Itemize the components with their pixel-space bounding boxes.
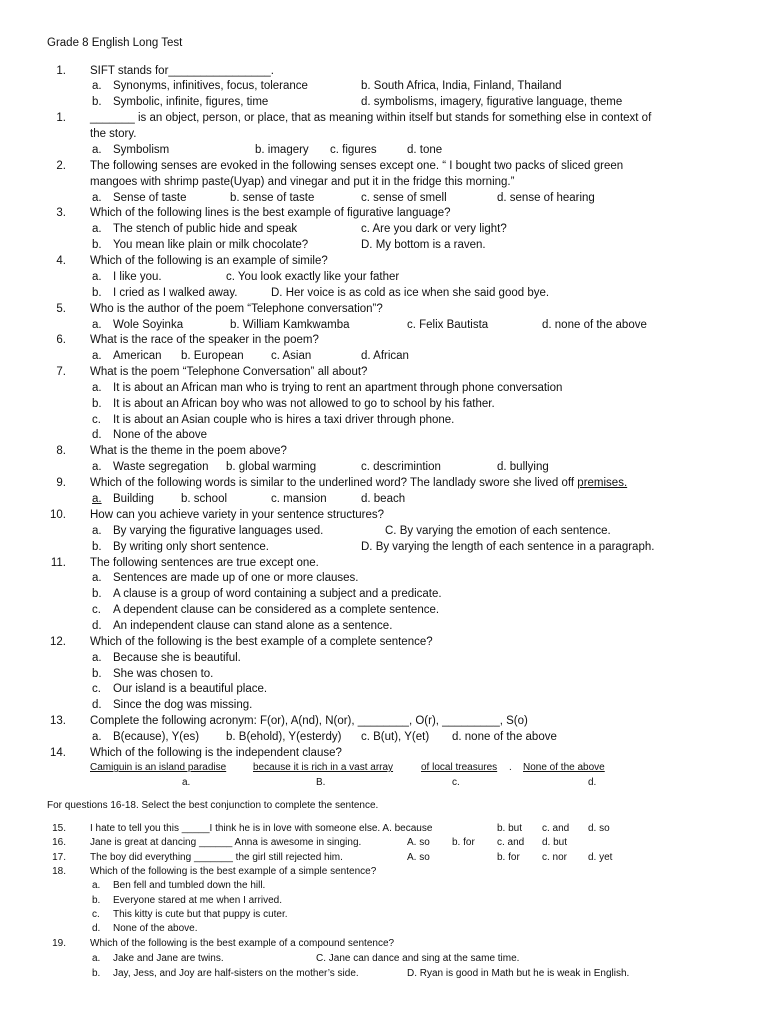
- option-b: b. B(ehold), Y(esterdy): [226, 731, 342, 743]
- question-number: 1.: [56, 112, 66, 124]
- option-a: Because she is beautiful.: [113, 652, 241, 664]
- option-d: Since the dog was missing.: [113, 699, 253, 711]
- option-d: An independent clause can stand alone as a sentence.: [113, 620, 393, 632]
- option-d: D. My bottom is a raven.: [361, 239, 486, 251]
- option-a: Jake and Jane are twins.: [113, 953, 224, 964]
- option-c: c. mansion: [271, 493, 327, 505]
- option-letter: a.: [92, 652, 102, 664]
- option-c: c. Are you dark or very light?: [361, 223, 507, 235]
- question-number: 6.: [56, 334, 66, 346]
- question-text: Which of the following is the best example of a complete sentence?: [90, 636, 433, 648]
- option-c: c. figures: [330, 144, 377, 156]
- option-letter: b.: [92, 398, 102, 410]
- question-text: Jane is great at dancing ______ Anna is awesome in singing.: [90, 837, 362, 848]
- option-c: c. B(ut), Y(et): [361, 731, 430, 743]
- option-a: I like you.: [113, 271, 162, 283]
- option-c: It is about an Asian couple who is hires a taxi driver through phone.: [113, 414, 455, 426]
- question-text: Which of the following is an example of simile?: [90, 255, 328, 267]
- option-c: C. By varying the emotion of each sentence.: [385, 525, 611, 537]
- clause-option-a: Camiguin is an island paradise: [90, 762, 227, 773]
- question-text: Who is the author of the poem “Telephone conversation”?: [90, 303, 383, 315]
- question-number: 12.: [50, 636, 66, 648]
- option-c: Symbolic, infinite, figures, time: [113, 96, 269, 108]
- option-d: D. Ryan is good in Math but he is weak in English.: [407, 968, 630, 979]
- question-text: What is the theme in the poem above?: [90, 445, 287, 457]
- question-text: Which of the following is the best example of a compound sentence?: [90, 938, 395, 949]
- option-c: A dependent clause can be considered as a complete sentence.: [113, 604, 440, 616]
- question-number: 16.: [52, 837, 66, 848]
- question-text: Which of the following is the best example of a simple sentence?: [90, 866, 377, 877]
- option-letter: d.: [588, 777, 597, 788]
- option-a: American: [113, 350, 162, 362]
- option-a: Sense of taste: [113, 192, 187, 204]
- option-letter: a.: [92, 271, 102, 283]
- question-text: The boy did everything _______ the girl still rejected him.: [90, 852, 343, 863]
- option-letter: a.: [92, 382, 102, 394]
- question-text: What is the race of the speaker in the poem?: [90, 334, 319, 346]
- question-number: 13.: [50, 715, 66, 727]
- option-letter: a.: [92, 80, 102, 92]
- question-text-continued: the story.: [90, 128, 137, 140]
- option-letter: a.: [92, 572, 102, 584]
- question-text: How can you achieve variety in your sentence structures?: [90, 509, 385, 521]
- question-number: 18.: [52, 866, 66, 877]
- question-text: The following sentences are true except one.: [90, 557, 319, 569]
- option-b: b. global warming: [226, 461, 317, 473]
- option-a: Sentences are made up of one or more clauses.: [113, 572, 359, 584]
- option-letter: b.: [92, 541, 102, 553]
- option-b: By writing only short sentence.: [113, 541, 269, 553]
- option-a: A. so: [407, 852, 430, 863]
- option-c: c. and: [497, 837, 525, 848]
- option-c: c. descrimintion: [361, 461, 441, 473]
- option-letter: c.: [92, 683, 101, 695]
- option-d: d. sense of hearing: [497, 192, 595, 204]
- option-a: It is about an African man who is trying to rent an apartment through phone conversation: [113, 382, 563, 394]
- option-d: d. none of the above: [452, 731, 557, 743]
- option-b: b. for: [497, 852, 520, 863]
- question-text: I hate to tell you this _____I think he is in love with someone else. A. because: [90, 823, 433, 834]
- question-number: 15.: [52, 823, 66, 834]
- clause-option-d: None of the above: [523, 762, 605, 773]
- option-a: A. so: [407, 837, 430, 848]
- option-letter: a.: [92, 461, 102, 473]
- option-letter: a.: [92, 319, 102, 331]
- option-d: d. tone: [407, 144, 443, 156]
- question-number: 9.: [56, 477, 66, 489]
- option-b: It is about an African boy who was not allowed to go to school by his father.: [113, 398, 495, 410]
- option-b: b. William Kamkwamba: [230, 319, 350, 331]
- option-d: None of the above: [113, 429, 207, 441]
- option-letter: c.: [92, 909, 100, 920]
- question-text: Complete the following acronym: F(or), A(nd), N(or), ________, O(r), _________, S(o): [90, 715, 528, 727]
- option-c: Our island is a beautiful place.: [113, 683, 268, 695]
- question-text: Which of the following lines is the best example of figurative language?: [90, 207, 451, 219]
- option-letter: a.: [92, 350, 102, 362]
- option-d: None of the above.: [113, 923, 198, 934]
- option-c: c. You look exactly like your father: [226, 271, 400, 283]
- option-letter: b.: [92, 239, 102, 251]
- question-text: What is the poem “Telephone Conversation” all about?: [90, 366, 368, 378]
- option-b: You mean like plain or milk chocolate?: [113, 239, 309, 251]
- option-letter: b.: [92, 588, 102, 600]
- option-d: d. African: [361, 350, 409, 362]
- option-letter: b.: [92, 287, 102, 299]
- sentence-period: .: [509, 762, 512, 773]
- option-b: b. school: [181, 493, 228, 505]
- question-number: 5.: [56, 303, 66, 315]
- option-letter: d.: [92, 429, 102, 441]
- option-d: D. By varying the length of each sentence in a paragraph.: [361, 541, 655, 553]
- option-a: Ben fell and tumbled down the hill.: [113, 880, 266, 891]
- option-letter: a.: [92, 525, 102, 537]
- option-d: d. so: [588, 823, 610, 834]
- option-b: I cried as I walked away.: [113, 287, 238, 299]
- option-letter: a.: [92, 192, 102, 204]
- option-b: b. European: [181, 350, 244, 362]
- option-d: d. but: [542, 837, 568, 848]
- option-letter: d.: [92, 699, 102, 711]
- option-a: Waste segregation: [113, 461, 209, 473]
- question-number: 7.: [56, 366, 66, 378]
- question-number: 2.: [56, 160, 66, 172]
- question-text-continued: mangoes with shrimp paste(Uyap) and vinegar and put it in the fridge this morning.”: [90, 176, 515, 188]
- question-number: 3.: [56, 207, 66, 219]
- option-b: A clause is a group of word containing a subject and a predicate.: [113, 588, 442, 600]
- option-b: Jay, Jess, and Joy are half-sisters on the mother’s side.: [113, 968, 359, 979]
- option-a: Symbolism: [113, 144, 170, 156]
- section-instructions: For questions 16-18. Select the best conjunction to complete the sentence.: [47, 800, 379, 811]
- option-b: b. South Africa, India, Finland, Thailand: [361, 80, 562, 92]
- option-b: b. imagery: [255, 144, 309, 156]
- option-letter: a.: [92, 953, 101, 964]
- underlined-word: premises.: [577, 477, 628, 489]
- option-c: c. and: [542, 823, 570, 834]
- option-letter: c.: [92, 414, 101, 426]
- option-d: d. none of the above: [542, 319, 647, 331]
- option-letter: b.: [92, 96, 102, 108]
- option-letter: d.: [92, 923, 101, 934]
- option-b: b. but: [497, 823, 523, 834]
- question-text: SIFT stands for________________.: [90, 65, 274, 77]
- option-d: d. yet: [588, 852, 613, 863]
- option-b: b. sense of taste: [230, 192, 315, 204]
- question-number: 4.: [56, 255, 66, 267]
- option-letter: c.: [92, 604, 101, 616]
- option-letter: B.: [316, 777, 326, 788]
- option-letter: b.: [92, 968, 101, 979]
- question-text: Which of the following is the independent clause?: [90, 747, 342, 759]
- option-letter: a.: [92, 731, 102, 743]
- option-c: c. Asian: [271, 350, 312, 362]
- question-number: 1.: [56, 65, 66, 77]
- question-number: 10.: [50, 509, 66, 521]
- option-letter: b.: [92, 668, 102, 680]
- page-title: Grade 8 English Long Test: [47, 37, 183, 49]
- clause-option-b: because it is rich in a vast array: [253, 762, 394, 773]
- option-d: d. beach: [361, 493, 406, 505]
- option-letter: b.: [92, 895, 101, 906]
- question-number: 11.: [50, 557, 66, 569]
- option-letter: a.: [92, 493, 102, 505]
- option-a: By varying the figurative languages used.: [113, 525, 324, 537]
- option-a: The stench of public hide and speak: [113, 223, 298, 235]
- option-letter: a.: [92, 144, 102, 156]
- option-d: D. Her voice is as cold as ice when she said good bye.: [271, 287, 550, 299]
- option-b: Everyone stared at me when I arrived.: [113, 895, 282, 906]
- option-c: c. sense of smell: [361, 192, 447, 204]
- question-text: _______ is an object, person, or place, that as meaning within itself but stands for something else in context of: [90, 112, 652, 124]
- option-a: B(ecause), Y(es): [113, 731, 200, 743]
- option-letter: a.: [182, 777, 191, 788]
- clause-option-c: of local treasures: [421, 762, 498, 773]
- option-a: Synonyms, infinitives, focus, tolerance: [113, 80, 308, 92]
- option-a: Wole Soyinka: [113, 319, 184, 331]
- option-d: d. symbolisms, imagery, figurative language, theme: [361, 96, 623, 108]
- option-b: b. for: [452, 837, 475, 848]
- question-text: The following senses are evoked in the following senses except one. “ I bought two packs of sliced green: [90, 160, 624, 172]
- option-c: C. Jane can dance and sing at the same time.: [316, 953, 520, 964]
- option-c: This kitty is cute but that puppy is cuter.: [113, 909, 288, 920]
- option-c: c. Felix Bautista: [407, 319, 489, 331]
- question-number: 17.: [52, 852, 66, 863]
- option-letter: d.: [92, 620, 102, 632]
- question-number: 14.: [50, 747, 66, 759]
- option-a: Building: [113, 493, 154, 505]
- option-letter: a.: [92, 223, 102, 235]
- option-letter: a.: [92, 880, 101, 891]
- option-c: c. nor: [542, 852, 568, 863]
- option-b: She was chosen to.: [113, 668, 214, 680]
- question-text: Which of the following words is similar to the underlined word? The landlady swore she lived off: [90, 477, 578, 489]
- question-number: 19.: [52, 938, 66, 949]
- option-d: d. bullying: [497, 461, 549, 473]
- question-number: 8.: [56, 445, 66, 457]
- option-letter: c.: [452, 777, 460, 788]
